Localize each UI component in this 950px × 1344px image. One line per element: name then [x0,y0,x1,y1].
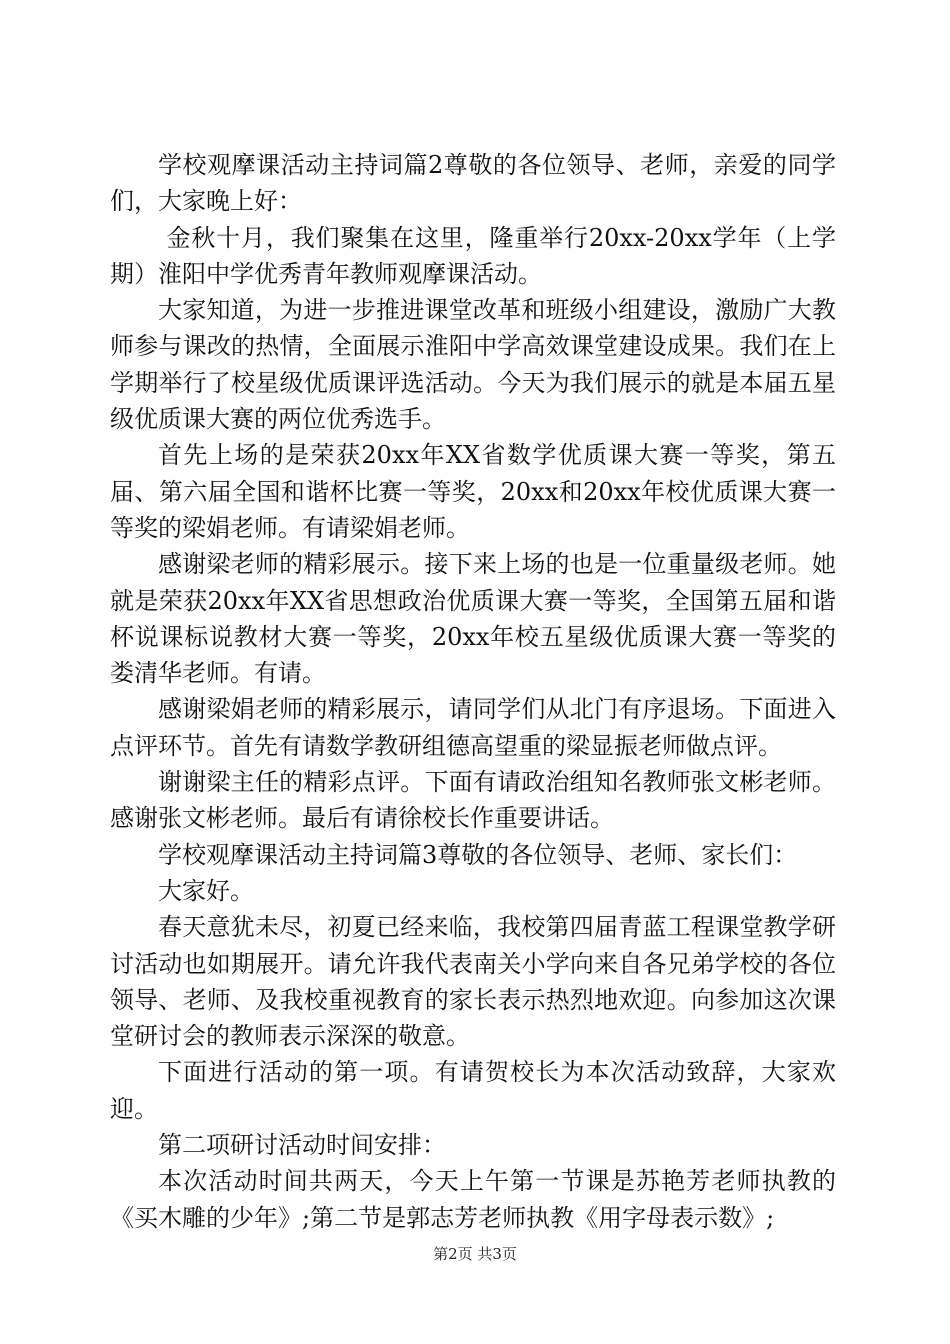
paragraph: 感谢梁娟老师的精彩展示，请同学们从北门有序退场。下面进入点评环节。首先有请数学教研组德高望重的梁显振老师做点评。 [110,695,836,760]
paragraph: 本次活动时间共两天，今天上午第一节课是苏艳芳老师执教的《买木雕的少年》;第二节是郭志芳老师执教《用字母表示数》; [110,1167,836,1232]
paragraph: 下面进行活动的第一项。有请贺校长为本次活动致辞，大家欢迎。 [110,1058,836,1123]
paragraph: 首先上场的是荣获20xx年XX省数学优质课大赛一等奖，第五届、第六届全国和谐杯比赛一等奖，20xx和20xx年校优质课大赛一等奖的梁娟老师。有请梁娟老师。 [110,441,836,542]
page-number-footer: 第2页 共3页 [433,1245,517,1263]
paragraph: 大家好。 [158,876,254,905]
document-body [110,147,836,1236]
paragraph: 金秋十月，我们聚集在这里，隆重举行20xx-20xx学年（上学期）淮阳中学优秀青年教师观摩课活动。 [110,223,836,288]
paragraph: 大家知道，为进一步推进课堂改革和班级小组建设，激励广大教师参与课改的热情，全面展示淮阳中学高效课堂建设成果。我们在上学期举行了校星级优质课评选活动。今天为我们展示的就是本届五星级优质课大赛的两位优秀选手。 [110,296,836,434]
paragraph: 学校观摩课活动主持词篇2尊敬的各位领导、老师，亲爱的同学们，大家晚上好： [110,151,836,216]
paragraph: 第二项研讨活动时间安排： [158,1131,446,1160]
paragraph: 学校观摩课活动主持词篇3尊敬的各位领导、老师、家长们： [158,840,798,869]
paragraph: 感谢梁老师的精彩展示。接下来上场的也是一位重量级老师。她就是荣获20xx年XX省思想政治优质课大赛一等奖，全国第五届和谐杯说课标说教材大赛一等奖，20xx年校五星级优质课大赛一等奖的娄清华老师。有请。 [110,550,836,688]
paragraph: 谢谢梁主任的精彩点评。下面有请政治组知名教师张文彬老师。感谢张文彬老师。最后有请徐校长作重要讲话。 [110,768,836,833]
paragraph: 春天意犹未尽，初夏已经来临，我校第四届青蓝工程课堂教学研讨活动也如期展开。请允许我代表南关小学向来自各兄弟学校的各位领导、老师、及我校重视教育的家长表示热烈地欢迎。向参加这次课堂研讨会的教师表示深深的敬意。 [110,913,836,1051]
